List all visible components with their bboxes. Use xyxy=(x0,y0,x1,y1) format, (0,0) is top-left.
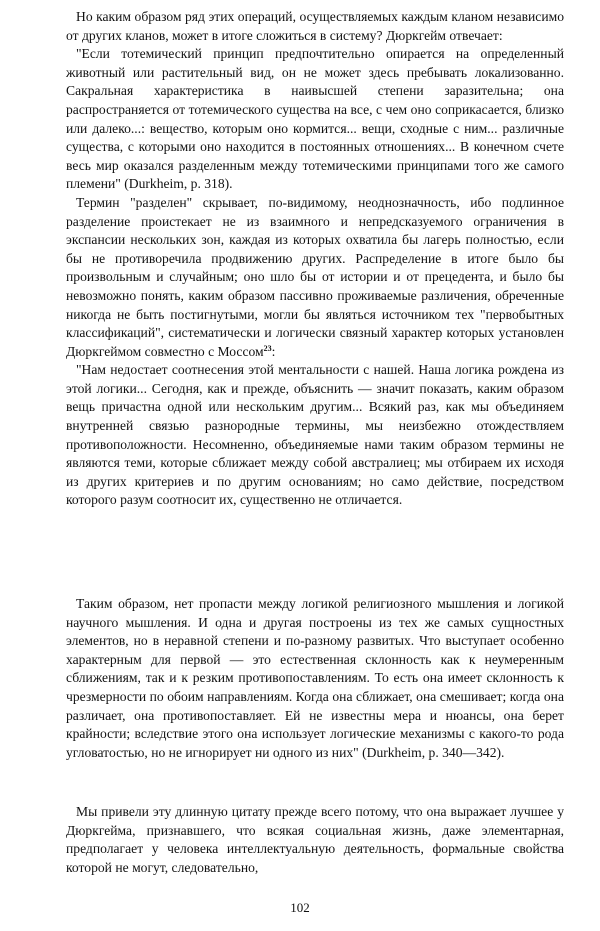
text-block-bottom xyxy=(66,803,564,877)
quote-durkheim-totem: "Если тотемический принцип предпочтительно опирается на определенный животный или растительный вид, он не может здесь пребывать локализованно. Сакральная характеристика в наивысшей степени заразительна; она распространяется от тотемического существа на все, с чем оно соприкасается, близко или далеко...: вещество, которым оно кормится... вещи, сходные с ним... различные существа, с которыми оно находится в постоянных отношениях... В конечном счете весь мир оказался разделенным между тотемическими принципами того же самого племени" (Durkheim, p. 318). xyxy=(66,46,564,192)
paragraph-term-divided-tail: : xyxy=(271,343,276,359)
page-number: 102 xyxy=(290,900,310,915)
paragraph-term-divided xyxy=(66,194,564,361)
quote-durkheim-logic: "Нам недостает соотнесения этой ментальности с нашей. Наша логика рождена из этой логики... Сегодня, как и прежде, объяснить — значит показать, каким образом вещь причастна одной или нескольким другим... Всякий раз, как мы объединяем внутренней связью разнородные термины, мы неизбежно отождествляем противоположности. Несомненно, объединяемые нами таким образом термины не являются теми, которые сближает между собой австралиец; мы отбираем их исходя из других критериев и по другим основаниям; но само действие, посредством которого разум соотносит их, существенно не отличается. xyxy=(66,362,564,508)
paragraph-term-divided-text: Термин "разделен" скрывает, по-видимому, неоднозначность, ибо подлинное разделение проистекает не из взаимного и непредсказуемого ограничения в экспансии нескольких зон, каждая из которых охватила бы лагерь полностью, если бы не противоречила продвижению других. Распределение в итоге было бы произвольным и случайным; оно шло бы от истории и от прецедента, и было бы невозможно понять, каким образом пассивно проживаемые различения, обреченные никогда не быть постигнутыми, могли бы являться источником тех "первобытных классификаций", систематически и логически связный характер которых установлен Дюркгеймом совместно с Моссом xyxy=(66,194,564,359)
quote-durkheim-continuation: Таким образом, нет пропасти между логикой религиозного мышления и логикой научного мышления. И одна и другая построены из тех же самых сущностных элементов, но в неравной степени и по-разному развитых. Что выступает особенно характерным для первой — это естественная склонность как к неумеренным сближениям, так и к резким противопоставлениям. То есть она имеет склонность к чрезмерности по обоим направлениям. Когда она сближает, она смешивает; когда она различает, она противопоставляет. Ей не известны мера и нюансы, она берет крайности; вследствие этого она использует логические механизмы с какого-то рода угловатостью, но не игнорирует ни одного из них" (Durkheim, p. 340—342). xyxy=(66,596,564,760)
text-block-top xyxy=(66,8,564,510)
paragraph-intro: Но каким образом ряд этих операций, осуществляемых каждым кланом независимо от других кланов, может в итоге сложиться в систему? Дюркгейм отвечает: xyxy=(66,9,564,43)
footnote-marker: 23 xyxy=(263,343,272,353)
paragraph-commentary: Мы привели эту длинную цитату прежде всего потому, что она выражает лучшее у Дюркгейма, признавшего, что всякая социальная жизнь, даже элементарная, предполагает у человека интеллектуальную деятельность, формальные свойства которой не могут, следовательно, xyxy=(66,804,564,875)
text-block-middle xyxy=(66,595,564,762)
